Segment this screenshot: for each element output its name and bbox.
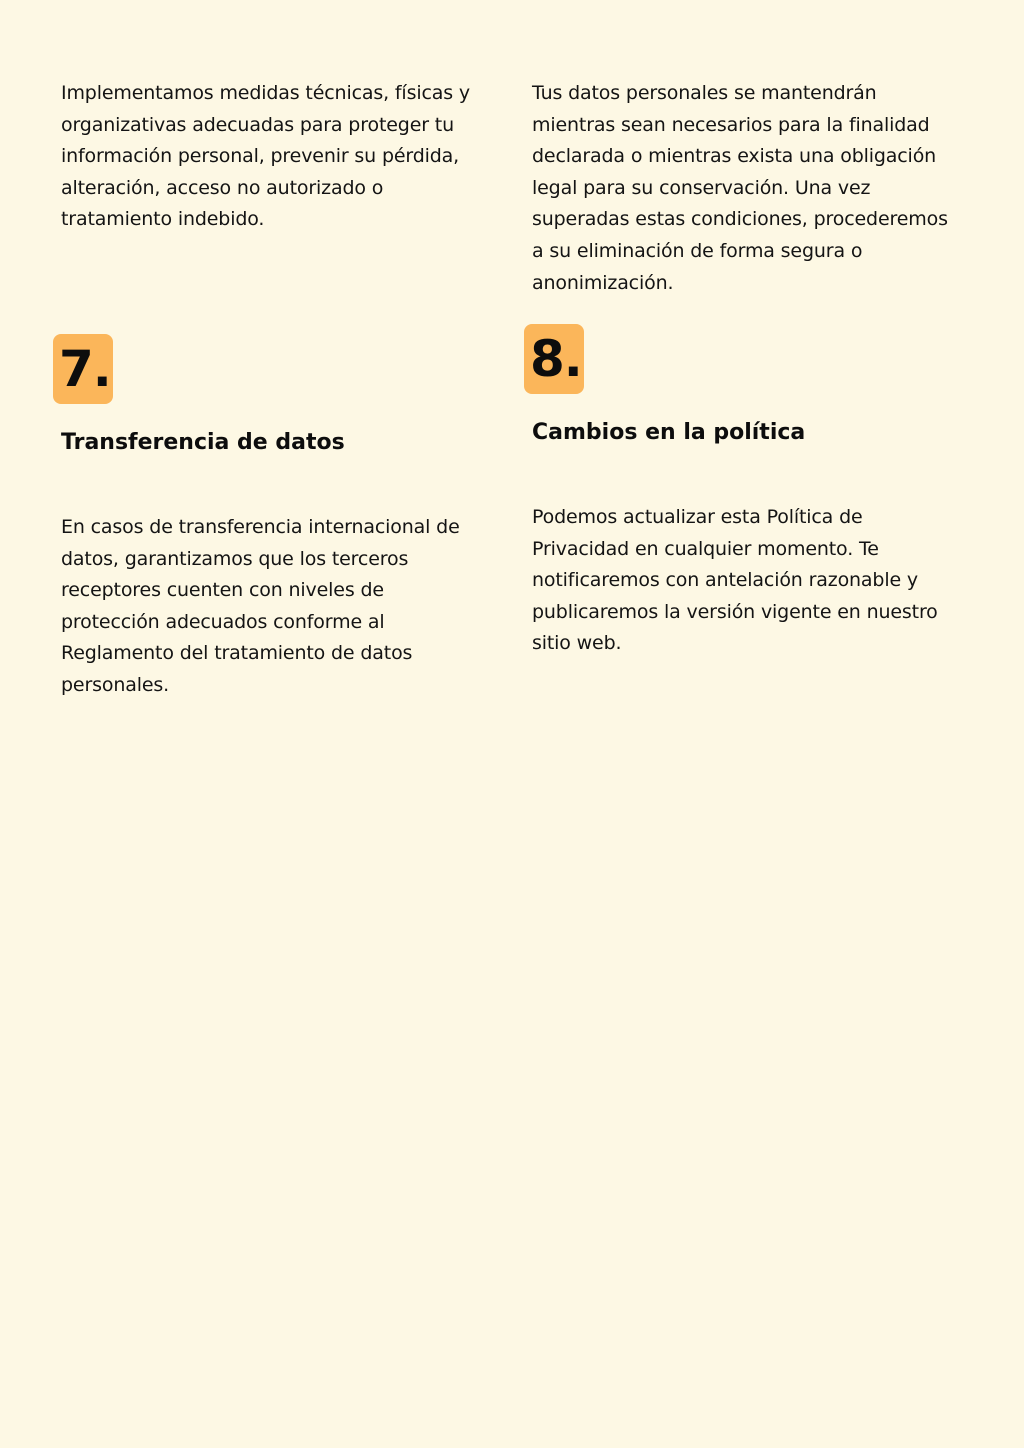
section-7-title: Transferencia de datos (61, 430, 345, 455)
section-8-body: Podemos actualizar esta Política de Privacidad en cualquier momento. Te notificaremos con antelación razonable y publicaremos la versión vigente en nuestro sitio web. (532, 506, 938, 655)
data-retention-paragraph: Tus datos personales se mantendrán mientras sean necesarios para la finalidad declarada o mientras exista una obligación legal para su conservación. Una vez superadas estas condiciones, procederemos a su eliminación de forma segura o anonimización. (532, 82, 948, 294)
section-8-title: Cambios en la política (532, 420, 806, 445)
section-7-number-badge: 7. (53, 334, 113, 404)
section-7-body: En casos de transferencia internacional de datos, garantizamos que los terceros receptores cuenten con niveles de protección adecuados conforme al Reglamento del tratamiento de datos personales. (61, 516, 460, 696)
section-8-number-badge: 8. (524, 324, 584, 394)
security-measures-paragraph: Implementamos medidas técnicas, físicas y organizativas adecuadas para proteger tu información personal, prevenir su pérdida, alteración, acceso no autorizado o tratamiento indebido. (61, 82, 470, 231)
